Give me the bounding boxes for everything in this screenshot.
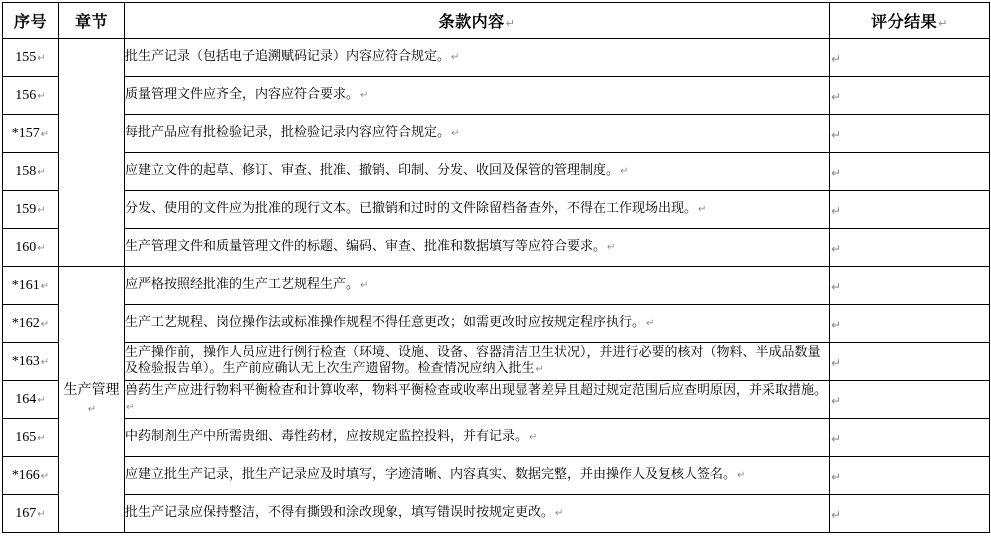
table-row [3, 267, 990, 305]
clause-text: 批生产记录应保持整洁，不得有撕毁和涂改现象，填写错误时按规定更改。 [125, 505, 555, 520]
table-row [3, 191, 990, 229]
clause-content-cell [125, 305, 830, 343]
paragraph-mark-icon: ↵ [646, 318, 655, 329]
clause-content-cell [125, 343, 830, 381]
paragraph-mark-icon: ↵ [938, 17, 948, 30]
row-number-cell [3, 267, 59, 305]
row-number-cell [3, 305, 59, 343]
row-number: 156 [15, 87, 37, 103]
row-number-cell [3, 77, 59, 115]
clause-content-cell [125, 191, 830, 229]
row-number-cell [3, 343, 59, 381]
col-header-section: 章节 [59, 3, 125, 39]
paragraph-mark-icon: ↵ [607, 242, 616, 253]
table-row [3, 115, 990, 153]
row-number: 159 [15, 201, 37, 217]
score-result-cell[interactable] [830, 343, 990, 381]
score-result-cell[interactable] [830, 419, 990, 457]
row-number: *166 [11, 467, 40, 483]
score-result-cell[interactable] [830, 305, 990, 343]
clause-content-cell [125, 229, 830, 267]
section-cell-production [59, 267, 125, 533]
row-number-cell [3, 229, 59, 267]
paragraph-mark-icon: ↵ [831, 508, 842, 522]
paragraph-mark-icon: ↵ [37, 90, 46, 102]
table-row [3, 229, 990, 267]
clause-text: 质量管理文件应齐全，内容应符合要求。 [125, 87, 360, 102]
table-row [3, 495, 990, 533]
score-result-cell[interactable] [830, 457, 990, 495]
row-number: *157 [11, 125, 40, 141]
row-number: *161 [11, 277, 40, 293]
paragraph-mark-icon: ↵ [37, 52, 46, 64]
row-number: *162 [11, 315, 40, 331]
clause-text: 生产操作前，操作人员应进行例行检查（环境、设施、设备、容器清洁卫生状况），并进行必要的核对（物料、半成品数量及检验报告单）。生产前应确认无上次生产遗留物。检查情况应纳入批生 [125, 345, 821, 376]
paragraph-mark-icon: ↵ [831, 52, 842, 66]
score-result-cell[interactable] [830, 77, 990, 115]
paragraph-mark-icon: ↵ [831, 90, 842, 104]
paragraph-mark-icon: ↵ [126, 402, 135, 413]
paragraph-mark-icon: ↵ [698, 204, 707, 215]
paragraph-mark-icon: ↵ [831, 242, 842, 256]
score-result-cell[interactable] [830, 115, 990, 153]
row-number-cell [3, 39, 59, 77]
clause-content-cell [125, 495, 830, 533]
score-result-cell[interactable] [830, 229, 990, 267]
paragraph-mark-icon: ↵ [40, 318, 50, 330]
paragraph-mark-icon: ↵ [37, 394, 46, 406]
paragraph-mark-icon: ↵ [831, 128, 842, 142]
paragraph-mark-icon: ↵ [555, 508, 564, 519]
row-number-cell [3, 419, 59, 457]
paragraph-mark-icon: ↵ [360, 280, 369, 291]
score-result-cell[interactable] [830, 267, 990, 305]
paragraph-mark-icon: ↵ [37, 242, 46, 254]
row-number: 160 [15, 239, 37, 255]
row-number-cell [3, 381, 59, 419]
paragraph-mark-icon: ↵ [831, 394, 842, 408]
paragraph-mark-icon: ↵ [831, 432, 842, 446]
row-number: 165 [15, 429, 37, 445]
row-number-cell [3, 191, 59, 229]
paragraph-mark-icon: ↵ [360, 90, 369, 101]
paragraph-mark-icon: ↵ [535, 364, 544, 375]
table-row [3, 305, 990, 343]
section-cell-documents [59, 39, 125, 267]
table-row [3, 77, 990, 115]
clause-text: 批生产记录（包括电子追溯赋码记录）内容应符合规定。 [125, 49, 451, 64]
table-row [3, 153, 990, 191]
clause-text: 生产工艺规程、岗位操作法或标准操作规程不得任意更改；如需更改时应按规定程序执行。 [125, 315, 646, 330]
clause-text: 每批产品应有批检验记录，批检验记录内容应符合规定。 [125, 125, 451, 140]
paragraph-mark-icon: ↵ [37, 204, 46, 216]
header-row [3, 3, 990, 39]
paragraph-mark-icon: ↵ [40, 356, 50, 368]
paragraph-mark-icon: ↵ [40, 470, 50, 482]
paragraph-mark-icon: ↵ [831, 280, 842, 294]
paragraph-mark-icon: ↵ [831, 318, 842, 332]
clause-content-cell [125, 77, 830, 115]
row-number: 158 [15, 163, 37, 179]
clause-content-cell [125, 419, 830, 457]
table-row [3, 457, 990, 495]
clause-content-cell [125, 457, 830, 495]
row-number-cell [3, 153, 59, 191]
paragraph-mark-icon: ↵ [831, 204, 842, 218]
table-row [3, 39, 990, 77]
paragraph-mark-icon: ↵ [831, 166, 842, 180]
clause-text: 应建立文件的起草、修订、审查、批准、撤销、印制、分发、收回及保管的管理制度。 [125, 163, 620, 178]
row-number: 164 [15, 391, 37, 407]
clause-content-cell [125, 115, 830, 153]
paragraph-mark-icon: ↵ [40, 128, 50, 140]
table-row [3, 381, 990, 419]
score-result-cell[interactable] [830, 153, 990, 191]
score-result-cell[interactable] [830, 39, 990, 77]
col-header-number: 序号 [3, 3, 59, 39]
paragraph-mark-icon: ↵ [451, 128, 460, 139]
clause-content-cell [125, 267, 830, 305]
paragraph-mark-icon: ↵ [37, 508, 46, 520]
row-number-cell [3, 495, 59, 533]
paragraph-mark-icon: ↵ [87, 403, 97, 415]
score-result-cell[interactable] [830, 191, 990, 229]
clause-content-cell [125, 381, 830, 419]
paragraph-mark-icon: ↵ [37, 166, 46, 178]
score-result-cell[interactable] [830, 381, 990, 419]
section-label: 生产管理 [63, 381, 120, 398]
paragraph-mark-icon: ↵ [505, 17, 516, 30]
clause-content-cell [125, 153, 830, 191]
clause-text: 应建立批生产记录，批生产记录应及时填写，字迹清晰、内容真实、数据完整，并由操作人及复核人签名。 [125, 467, 737, 482]
clause-text: 中药制剂生产中所需贵细、毒性药材，应按规定监控投料，并有记录。 [125, 429, 529, 444]
row-number: *163 [11, 353, 40, 369]
score-result-cell[interactable] [830, 495, 990, 533]
paragraph-mark-icon: ↵ [737, 470, 746, 481]
paragraph-mark-icon: ↵ [831, 470, 842, 484]
criteria-table [2, 2, 990, 533]
row-number-cell [3, 115, 59, 153]
clause-text: 应严格按照经批准的生产工艺规程生产。 [125, 277, 360, 292]
row-number-cell [3, 457, 59, 495]
paragraph-mark-icon: ↵ [451, 52, 460, 63]
paragraph-mark-icon: ↵ [831, 356, 842, 370]
table-row [3, 343, 990, 381]
row-number: 167 [15, 505, 37, 521]
clause-content-cell [125, 39, 830, 77]
clause-text: 生产管理文件和质量管理文件的标题、编码、审查、批准和数据填写等应符合要求。 [125, 239, 607, 254]
col-header-content: 条款内容↵ [125, 3, 830, 39]
clause-text: 兽药生产应进行物料平衡检查和计算收率，物料平衡检查或收率出现显著差异且超过规定范围后应查明原因，并采取措施。 [125, 383, 828, 398]
paragraph-mark-icon: ↵ [620, 166, 629, 177]
paragraph-mark-icon: ↵ [37, 432, 46, 444]
paragraph-mark-icon: ↵ [529, 432, 538, 443]
row-number: 155 [15, 49, 37, 65]
clause-text: 分发、使用的文件应为批准的现行文本。已撤销和过时的文件除留档备查外，不得在工作现场出现。 [125, 201, 698, 216]
col-header-score: 评分结果↵ [830, 3, 990, 39]
paragraph-mark-icon: ↵ [40, 280, 50, 292]
table-row [3, 419, 990, 457]
